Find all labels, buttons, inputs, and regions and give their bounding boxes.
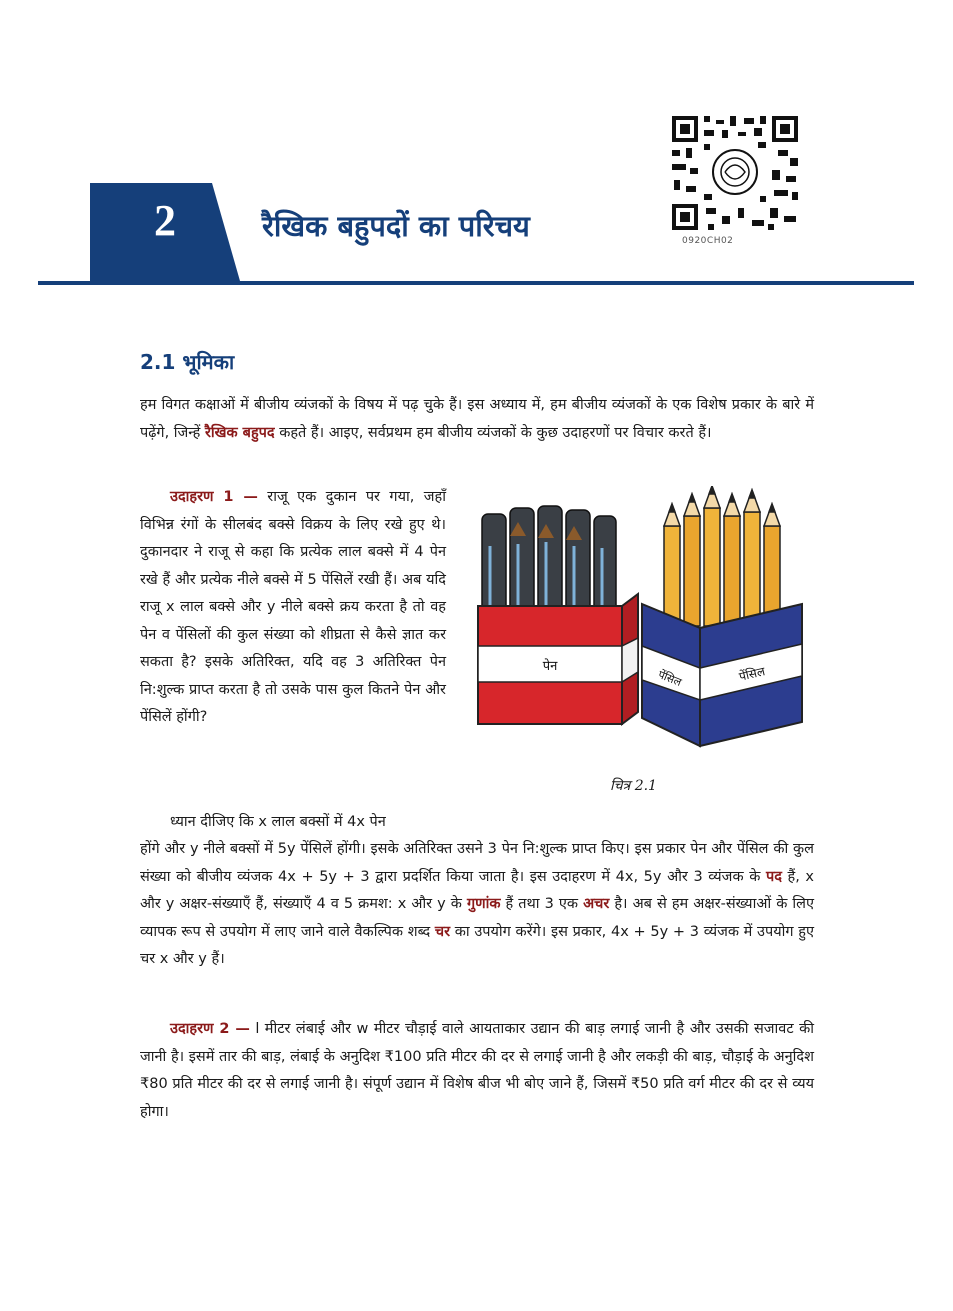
intro-text-1: हम विगत कक्षाओं में बीजीय व्यंजकों के विषय में पढ़ चुके हैं। इस अध्याय में, हम बीजीय व्यंजकों के एक विशेष प्रकार के बारे में पढ़ेंगे, जिन्हें [140,397,814,441]
term-char: चर [434,923,450,940]
intro-text-2: कहते हैं। आइए, सर्वप्रथम हम बीजीय व्यंजकों के कुछ उदाहरणों पर विचार करते हैं। [274,424,712,441]
term-pad: पद [765,868,782,885]
example-2-text: l मीटर लंबाई और w मीटर चौड़ाई वाले आयताकार उद्यान की बाड़ लगाई जानी है और उसकी सजावट की जानी है। इसमें तार की बाड़, लंबाई के अनुदिश ₹100 प्रति मीटर की दर से लगाई जानी है और लकड़ी की बाड़, चौड़ाई के अनुदिश ₹80 प्रति मीटर की दर से लगाई जानी है। संपूर्ण उद्यान में विशेष बीज भी बोए जाने हैं, जिसमें ₹50 प्रति वर्ग मीटर की दर से व्यय होगा। [140,1021,814,1120]
term-achar: अचर [583,896,610,912]
chapter-number: 2 [154,196,176,245]
para-2-body [140,836,814,974]
qr-code-icon[interactable] [668,112,802,234]
para-2-text-4: है। अब से हम अक्षर-संख्याओं के लिए व्यापक रूप से उपयोग में लाए जाने वाले वैकल्पिक शब्द [140,896,814,940]
pen-box [478,506,638,724]
chapter-title: रैखिक बहुपदों का परिचय [262,209,530,243]
section-title: 2.1 भूमिका [140,350,235,374]
para-2-text-1: होंगे और y नीले बक्सों में 5y पेंसिलें होंगी। इसके अतिरिक्त उसने 3 पेन नि:शुल्क प्राप्त किए। इस प्रकार पेन और पेंसिल की कुल संख्या को बीजीय व्यंजक 4x + 5y + 3 द्वारा प्रदर्शित किया जाता है। इस उदाहरण में 4x, 5y और 3 व्यंजक के [140,841,814,885]
para-2-line-1: ध्यान दीजिए कि x लाल बक्सों में 4x पेन [170,814,386,830]
para-2-text-3: हैं तथा 3 एक [500,896,584,912]
pencil-box-side-label: पेंसिल [656,667,684,689]
para-2-text-2: हैं, x और y अक्षर-संख्याएँ हैं, संख्याएँ 4 व 5 क्रमश: x और y के [140,868,815,912]
example-2-paragraph [140,1016,814,1126]
intro-paragraph [140,392,814,447]
example-1-paragraph [140,484,446,732]
figure-caption: चित्र 2.1 [610,778,657,794]
example-2-label: उदाहरण 2 — [170,1021,250,1037]
header-rule [38,281,914,285]
pen-box-label: पेन [542,659,558,674]
example-1-label: उदाहरण 1 — [170,489,258,505]
para-2-first-line [140,809,446,837]
example-1-text: राजू एक दुकान पर गया, जहाँ विभिन्न रंगों के सीलबंद बक्से विक्रय के लिए रखे हुए थे। दुकानदार ने राजू से कहा कि प्रत्येक लाल बक्से में 4 पेन रखे हैं और प्रत्येक नीले बक्से में 5 पेंसिलें रखी हैं। अब यदि राजू x लाल बक्से और y नीले बक्से क्रय करता है तो वह पेन व पेंसिलों की कुल संख्या को शीघ्रता से कैसे ज्ञात कर सकता है? इसके अतिरिक्त, यदि वह 3 अतिरिक्त पेन नि:शुल्क प्राप्त करता है तो उसके पास कुल कितने पेन और पेंसिलें होंगी? [140,489,447,725]
qr-code-label: 0920CH02 [682,236,734,246]
figure-pen-pencil-boxes [466,486,816,766]
term-linear-polynomial: रैखिक बहुपद [204,424,275,441]
pencil-box-front-label: पेंसिल [737,664,767,684]
para-2-text-5: का उपयोग करेंगे। इस प्रकार, 4x + 5y + 3 व्यंजक में उपयोग हुए चर x और y हैं। [140,923,814,967]
term-gunank: गुणांक [466,896,501,912]
pencil-box [642,486,802,746]
